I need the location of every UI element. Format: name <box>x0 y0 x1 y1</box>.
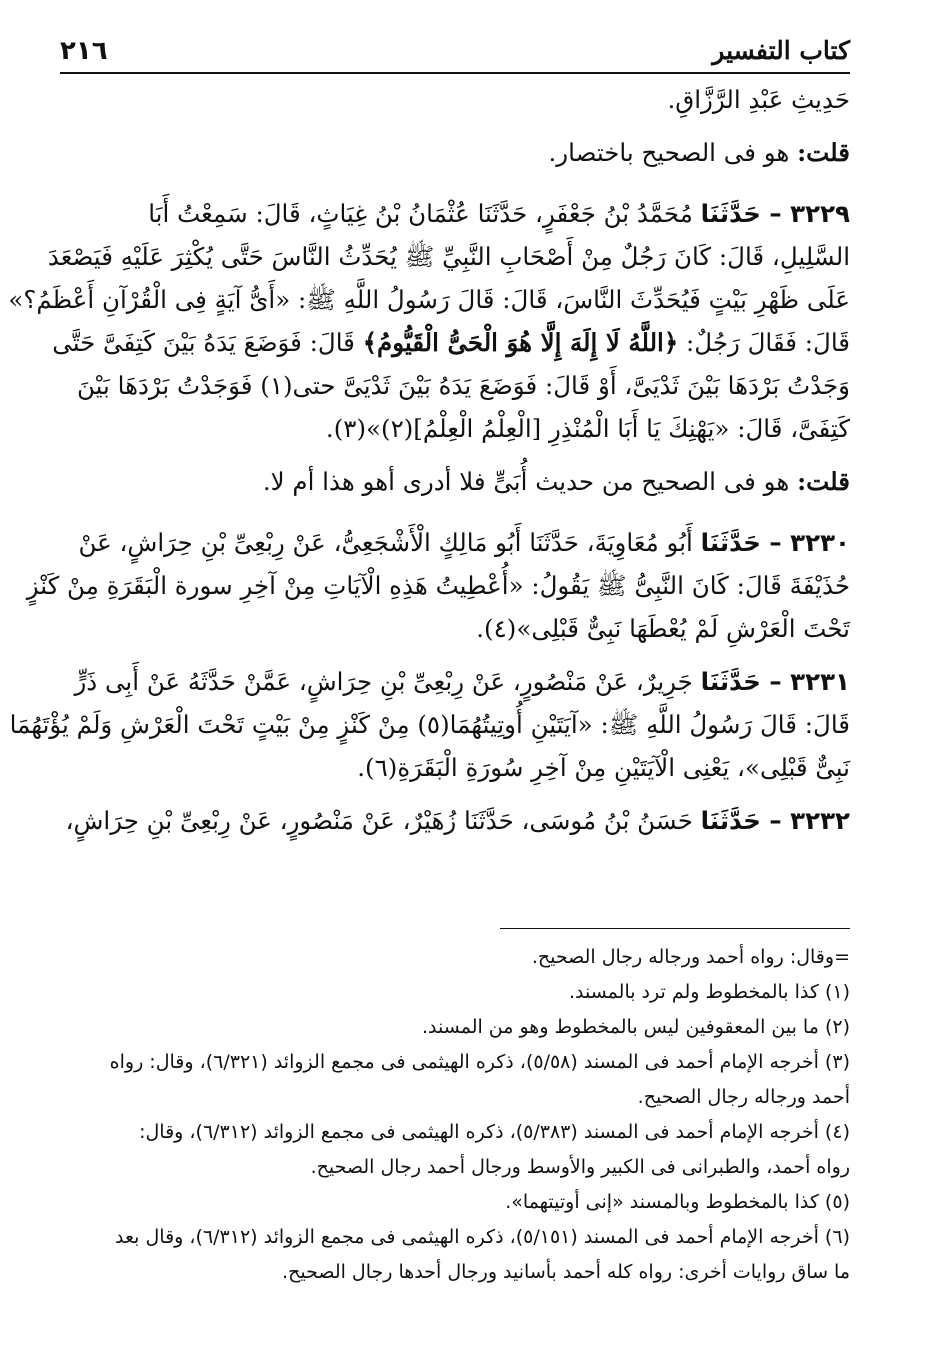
commentary-line <box>78 131 850 174</box>
footnote: =وقال: رواه أحمد ورجاله رجال الصحيح. <box>531 946 850 968</box>
hadith-3229-line <box>78 192 850 235</box>
footnote-continuation: أحمد ورجاله رجال الصحيح. <box>637 1086 850 1108</box>
hadith-text: قَالَ: فَقَالَ رَجُلٌ: <box>686 328 850 357</box>
hadith-3232-line <box>65 799 850 842</box>
chapter-title: كتاب التفسير <box>712 36 850 65</box>
hadith-number: ٣٢٣٢ – حَدَّثَنَا <box>700 806 850 835</box>
hadith-3231-line <box>74 660 850 703</box>
commentary-line <box>78 460 850 503</box>
hadith-3230-line <box>78 521 850 564</box>
page-number: ٢١٦ <box>60 36 108 66</box>
hadith-text: قَالَ: فَوَضَعَ يَدَهُ بَيْنَ كَتِفَىَّ حَتَّى <box>52 328 355 357</box>
commentary-label: قلت: <box>797 467 850 496</box>
hadith-number: ٣٢٣١ – حَدَّثَنَا <box>700 667 850 696</box>
commentary-label: قلت: <box>797 138 850 167</box>
running-header <box>60 22 850 74</box>
hadith-text-line: وَجَدْتُ بَرْدَهَا بَيْنَ ثَدْيَىَّ، أَوْ قَالَ: فَوَضَعَ يَدَهُ بَيْنَ ثَدْيَىَّ حتى(١) فَوَجَدْتُ بَرْدَهَا بَيْنَ <box>76 371 850 400</box>
hadith-text-line: السَّلِيلِ، قَالَ: كَانَ رَجُلٌ مِنْ أَصْحَابِ النَّبِيِّ ﷺ يُحَدِّثُ النَّاسَ حَتَّى يُكْثِرَ عَلَيْهِ فَيَصْعَدَ <box>47 242 850 271</box>
hadith-text-line: كَتِفَىَّ، قَالَ: «يَهْنِكَ يَا أَبَا الْمُنْذِرِ [الْعِلْمُ الْعِلْمُ](٢)»(٣). <box>325 414 850 443</box>
footnote: (١) كذا بالمخطوط ولم ترد بالمسند. <box>568 981 850 1003</box>
commentary-text: هو فى الصحيح باختصار. <box>548 138 790 167</box>
hadith-number: ٣٢٢٩ – حَدَّثَنَا <box>700 199 850 228</box>
hadith-text-line: عَلَى ظَهْرِ بَيْتٍ فَيُحَدِّثَ النَّاسَ، قَالَ: قَالَ رَسُولُ اللَّهِ ﷺ: «أَىُّ آيَةٍ فِى الْقُرْآنِ أَعْظَمُ؟» <box>8 285 850 314</box>
footnote: (٥) كذا بالمخطوط وبالمسند «إنى أوتيتهما». <box>505 1191 850 1213</box>
hadith-text: حَسَنُ بْنُ مُوسَى، حَدَّثَنَا زُهَيْرٌ، عَنْ مَنْصُورٍ، عَنْ رِبْعِىِّ بْنِ حِرَاشٍ، <box>65 806 693 835</box>
commentary-text: هو فى الصحيح من حديث أُبَىٍّ فلا أدرى أهو هذا أم لا. <box>262 467 790 496</box>
footnote: (٤) أخرجه الإمام أحمد فى المسند (٥/٣٨٣)، ذكره الهيثمى فى مجمع الزوائد (٦/٣١٢)، وقال: <box>139 1121 850 1143</box>
quran-verse: ﴿اللَّهُ لَا إِلَهَ إِلَّا هُوَ الْحَىُّ الْقَيُّومُ﴾ <box>362 328 679 357</box>
footnotes <box>78 940 850 1290</box>
hadith-text: مُحَمَّدُ بْنُ جَعْفَرٍ، حَدَّثَنَا عُثْمَانُ بْنُ غِيَاثٍ، قَالَ: سَمِعْتُ أَبَا <box>148 199 693 228</box>
text-line: حَدِيثِ عَبْدِ الرَّزَّاقِ. <box>667 85 850 114</box>
hadith-number: ٣٢٣٠ – حَدَّثَنَا <box>700 528 850 557</box>
footnote-continuation: ما ساق روايات أخرى: رواه كله أحمد بأسانيد ورجال أحدها رجال الصحيح. <box>282 1261 850 1283</box>
footnote: (٦) أخرجه الإمام أحمد فى المسند (٥/١٥١)، ذكره الهيثمى فى مجمع الزوائد (٦/٣١٢)، وقال بعد <box>115 1226 850 1248</box>
hadith-text-line: نَبِىٌّ قَبْلِى»، يَعْنِى الْآيَتَيْنِ مِنْ آخِرِ سُورَةِ الْبَقَرَةِ(٦). <box>357 753 850 782</box>
hadith-text: جَرِيرٌ، عَنْ مَنْصُورٍ، عَنْ رِبْعِىِّ بْنِ حِرَاشٍ، عَمَّنْ حَدَّثَهُ عَنْ أَبِى ذَرٍّ <box>74 667 693 696</box>
hadith-text-line: حُذَيْفَةَ قَالَ: كَانَ النَّبِىُّ ﷺ يَقُولُ: «أُعْطِيتُ هَذِهِ الْآيَاتِ مِنْ آخِرِ سورة الْبَقَرَةِ مِنْ كَنْزٍ <box>26 571 850 600</box>
hadith-text: أَبُو مُعَاوِيَةَ، حَدَّثَنَا أَبُو مَالِكٍ الْأَشْجَعِىُّ، عَنْ رِبْعِىِّ بْنِ حِرَاشٍ، عَنْ <box>78 528 693 557</box>
footnote: (٣) أخرجه الإمام أحمد فى المسند (٥/٥٨)، ذكره الهيثمى فى مجمع الزوائد (٦/٣٢١)، وقال: رواه <box>109 1051 850 1073</box>
hadith-text-line: تَحْتَ الْعَرْشِ لَمْ يُعْطَهَا نَبِىٌّ قَبْلِى»(٤). <box>476 614 850 643</box>
footnote: (٢) ما بين المعقوفين ليس بالمخطوط وهو من المسند. <box>422 1016 850 1038</box>
footnote-divider <box>500 928 850 929</box>
hadith-text-line: قَالَ: قَالَ رَسُولُ اللَّهِ ﷺ: «آيَتَيْنِ أُوتِيتُهُمَا(٥) مِنْ كَنْزٍ مِنْ بَيْتٍ تَحْتَ الْعَرْشِ وَلَمْ يُؤْتَهُمَا <box>9 710 850 739</box>
footnote-continuation: رواه أحمد، والطبرانى فى الكبير والأوسط ورجال أحمد رجال الصحيح. <box>310 1156 850 1178</box>
main-text <box>8 78 850 842</box>
hadith-text-line <box>52 321 850 364</box>
